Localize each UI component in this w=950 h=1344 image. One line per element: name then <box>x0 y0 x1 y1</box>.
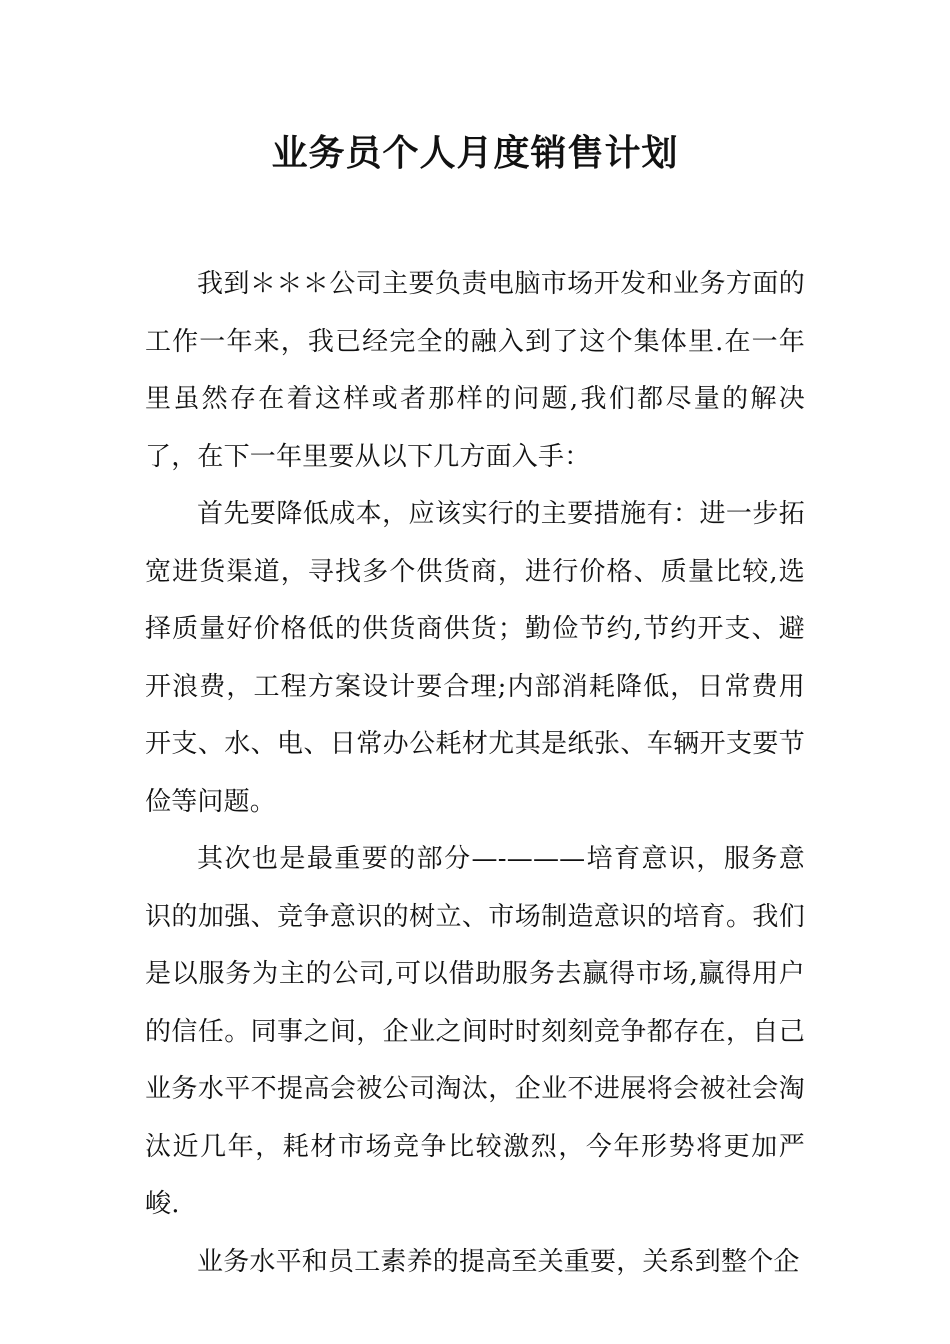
paragraph-intro: 我到＊＊＊公司主要负责电脑市场开发和业务方面的工作一年来，我已经完全的融入到了这个集体里.在一年里虽然存在着这样或者那样的问题,我们都尽量的解决了，在下一年里要从以下几方面入手： <box>145 269 805 472</box>
paragraph-awareness: 其次也是最重要的部分—-———培育意识，服务意识的加强、竞争意识的树立、市场制造意识的培育。我们是以服务为主的公司,可以借助服务去赢得市场,赢得用户的信任。同事之间，企业之间时时刻刻竞争都存在，自己业务水平不提高会被公司淘汰，企业不进展将会被社会淘汰近几年，耗材市场竞争比较激烈，今年形势将更加严峻. <box>145 844 805 1219</box>
document-body <box>145 256 805 1291</box>
document-title: 业务员个人月度销售计划 <box>271 133 679 174</box>
paragraph-cost-reduction: 首先要降低成本，应该实行的主要措施有：进一步拓宽进货渠道，寻找多个供货商，进行价格、质量比较,选择质量好价格低的供货商供货；勤俭节约,节约开支、避开浪费，工程方案设计要合理;内部消耗降低，日常费用开支、水、电、日常办公耗材尤其是纸张、车辆开支要节俭等问题。 <box>145 499 805 817</box>
paragraph-skills: 业务水平和员工素养的提高至关重要，关系到整个企 <box>197 1246 800 1277</box>
